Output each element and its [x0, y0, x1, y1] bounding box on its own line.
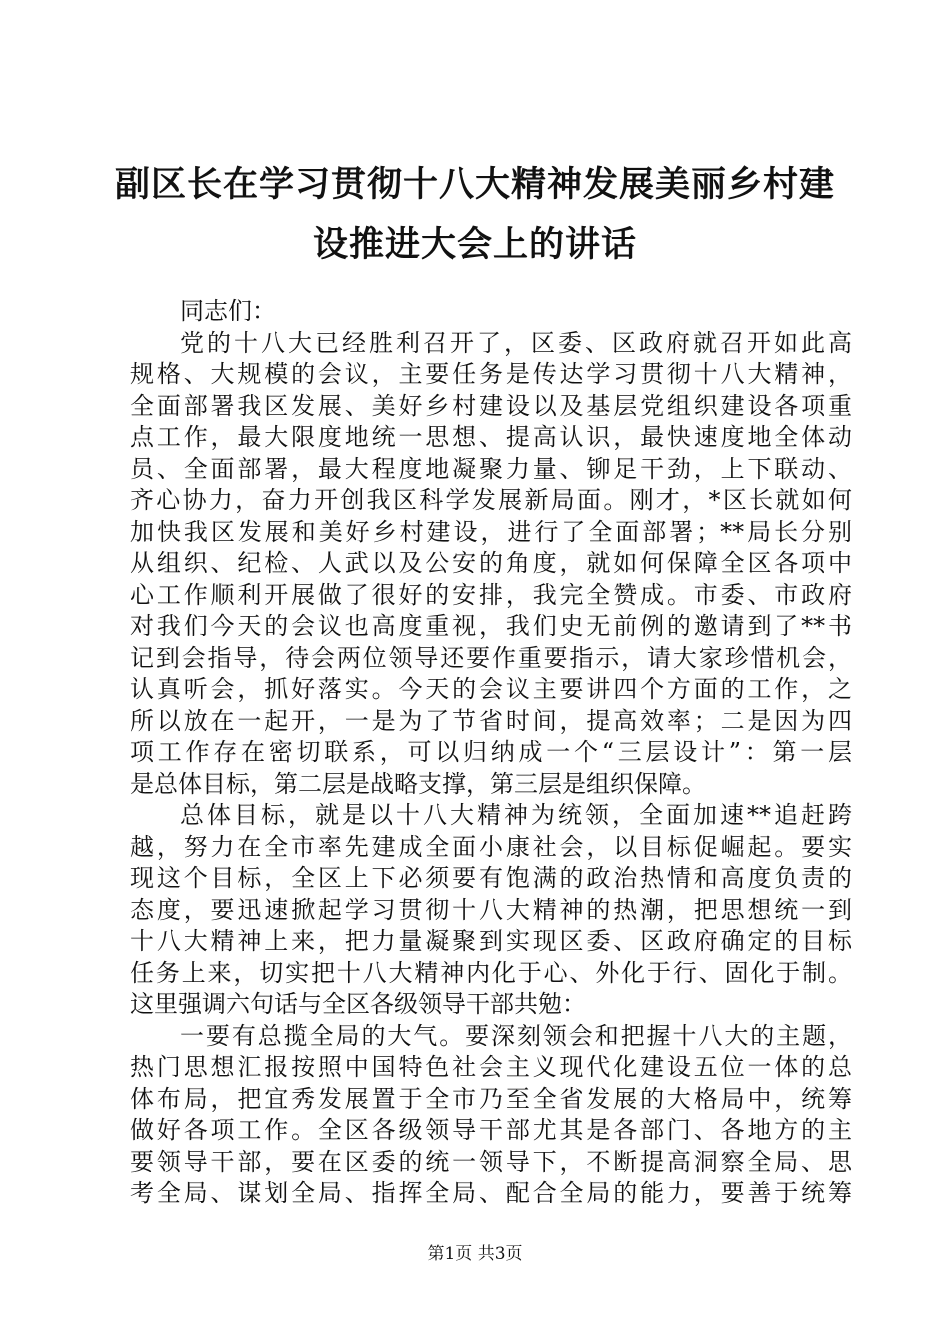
text-line: 十八大精神上来，把力量凝聚到实现区委、区政府确定的目标	[130, 927, 852, 955]
text-line: 这里强调六句话与全区各级领导干部共勉：	[130, 990, 586, 1018]
document-title	[100, 155, 850, 275]
text-line: 热门思想汇报按照中国特色社会主义现代化建设五位一体的总	[130, 1053, 852, 1081]
text-line: 规格、大规模的会议，主要任务是传达学习贯彻十八大精神，	[130, 360, 852, 388]
text-line: 态度，要迅速掀起学习贯彻十八大精神的热潮，把思想统一到	[130, 895, 852, 924]
text-line: 总体目标，就是以十八大精神为统领，全面加速**追赶跨	[180, 801, 852, 829]
salutation: 同志们：	[180, 297, 276, 325]
text-line: 任务上来，切实把十八大精神内化于心、外化于行、固化于制。	[130, 958, 852, 987]
text-line: 记到会指导，待会两位领导还要作重要指示，请大家珍惜机会，	[130, 643, 852, 672]
text-line: 现这个目标，全区上下必须要有饱满的政治热情和高度负责的	[130, 864, 852, 892]
document-body	[130, 296, 852, 1210]
text-line: 全面部署我区发展、美好乡村建设以及基层党组织建设各项重	[130, 391, 852, 420]
text-line: 所以放在一起开，一是为了节省时间，提高效率；二是因为四	[130, 706, 852, 735]
text-line: 从组织、纪检、人武以及公安的角度，就如何保障全区各项中	[130, 549, 852, 577]
text-line: 越，努力在全市率先建成全面小康社会，以目标促崛起。要实	[130, 832, 852, 861]
text-line: 是总体目标，第二层是战略支撑，第三层是组织保障。	[130, 769, 706, 798]
text-line: 要领导干部，要在区委的统一领导下，不断提高洞察全局、思	[130, 1147, 852, 1176]
title-line-2: 设推进大会上的讲话	[312, 224, 637, 265]
text-line: 认真听会，抓好落实。今天的会议主要讲四个方面的工作，之	[130, 675, 852, 703]
text-line: 一要有总揽全局的大气。要深刻领会和把握十八大的主题，	[180, 1021, 852, 1050]
text-line: 体布局，把宜秀发展置于全市乃至全省发展的大格局中，统筹	[130, 1084, 852, 1113]
page-footer: 第1页 共3页	[427, 1244, 523, 1264]
text-line: 心工作顺利开展做了很好的安排，我完全赞成。市委、市政府	[130, 580, 852, 609]
text-line: 党的十八大已经胜利召开了，区委、区政府就召开如此高	[180, 328, 852, 357]
text-line: 齐心协力，奋力开创我区科学发展新局面。刚才，*区长就如何	[130, 486, 852, 514]
text-line: 加快我区发展和美好乡村建设，进行了全面部署；**局长分别	[130, 517, 852, 546]
text-line: 考全局、谋划全局、指挥全局、配合全局的能力，要善于统筹	[130, 1179, 852, 1207]
text-line: 点工作，最大限度地统一思想、提高认识，最快速度地全体动	[130, 423, 852, 451]
text-line: 员、全面部署，最大程度地凝聚力量、铆足干劲，上下联动、	[130, 454, 852, 483]
text-line: 对我们今天的会议也高度重视，我们史无前例的邀请到了**书	[130, 612, 852, 640]
text-line: 项工作存在密切联系，可以归纳成一个“三层设计”：第一层	[130, 738, 852, 766]
title-line-1: 副区长在学习贯彻十八大精神发展美丽乡村建	[114, 164, 835, 205]
text-line: 做好各项工作。全区各级领导干部尤其是各部门、各地方的主	[130, 1116, 852, 1144]
